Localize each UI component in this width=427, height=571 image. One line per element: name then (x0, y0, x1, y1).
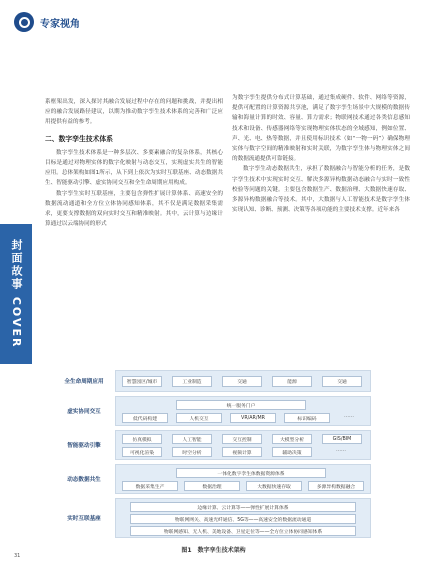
data-box: 多源异构数据融合 (308, 481, 364, 491)
data-box: 数据治理 (184, 481, 240, 491)
base-box: 边缘计算、云计算等——弹性扩展计算体系 (130, 502, 356, 512)
base-box: 物联网感知、无人机、美地设备、卫星定位等——全方位立体协同感知体系 (130, 526, 356, 536)
interaction-box: 标识编码 (284, 413, 330, 423)
paragraph: 数字孪生技术体系是一种多层次、多要素融合的复杂体系，其核心目标是通过对物理实体的数字化映射与动态交互，实现虚实共生的智能应用。总体架构如图1所示，从下到上依次为实时互联基座、动态数据共生、智能驱动引擎、虚实协同交互和全生命周期应用构成。 (45, 149, 223, 187)
interaction-box: VR/AR/MR (230, 413, 276, 423)
engine-box: 交互控制 (222, 434, 262, 444)
paragraph: 为数字孪生提供分布式计算基础，通过集成硬件、软件、网络等资源，提供可配置的计算资源共享池，满足了数字孪生场景中大规模的数据传输和海量计算的时效、容量、算力需求；物联网技术通过各类信息感知技术和设备、传感器网络等实现物理实体状态的全域感知，例如位置、声、光、电、热等数据，并且使用标识技术（如“一物一码”）确保物理实体与数字空间的精准映射和实时关联，为数字孪生体与物理实体之间的数据流通提供可靠链接。 (232, 95, 410, 163)
layer-label: 虚实协同交互 (67, 409, 101, 415)
engine-box: 时空分析 (172, 447, 212, 457)
app-box: 交通 (222, 376, 262, 387)
architecture-figure (53, 370, 371, 538)
side-banner (0, 224, 32, 364)
data-box: 数据采集生产 (122, 481, 178, 491)
layer-base (53, 498, 371, 538)
magazine-logo-icon (14, 12, 34, 32)
engine-box: 可视化渲染 (122, 447, 162, 457)
engine-box: 辅助决策 (272, 447, 312, 457)
app-box: 智慧园区/城市 (122, 376, 162, 387)
layer-interaction (53, 396, 371, 426)
engine-box: 人工智能 (172, 434, 212, 444)
layer-label: 动态数据共生 (67, 477, 101, 483)
app-box: 工业制造 (172, 376, 212, 387)
app-box: 交通 (322, 376, 362, 387)
layer-engine (53, 430, 371, 460)
interaction-box: 人机交互 (176, 413, 222, 423)
interaction-box: 低代码构建 (122, 413, 168, 423)
layer-label: 全生命周期应用 (64, 379, 104, 385)
page-number: 31 (14, 553, 21, 559)
layer-content (115, 396, 371, 426)
side-banner-text: 封面故事 COVER (10, 239, 23, 349)
section-heading: 二、数字孪生技术体系 (45, 134, 113, 143)
base-box: 物联网网关、高速光纤通信、5G等——高速安全的数据流动通道 (130, 514, 356, 524)
page-header (14, 12, 80, 32)
section-label: 专家视角 (40, 18, 80, 30)
data-box: 大数据快速存取 (246, 481, 302, 491)
engine-box: 仿真模拟 (122, 434, 162, 444)
layer-lifecycle (53, 370, 371, 392)
paragraph: 数字孪生动态数据共生，承担了数据融合与智能分析的任务，是数字孪生技术中实现实时交互、解决多源异构数据动态融合与实时一致性校验等问题的关键。主要包含数据生产、数据治理、大数据快速存取、多源异构数据融合等技术。其中，大数据与人工智能技术是数字孪生体实现认知、诊断、预测、决策等各项功能的主要技术支撑。近年来各 (232, 166, 410, 214)
paragraph: 数字孪生实时互联基座，主要包含弹性扩展计算体系、高速安全的数据流动通道和全方位立体协同感知体系，其不仅是满足数据采集需求，更要支撑数据的双向实时交互和精准映射。其中，云计算与边缘计算通过以云端协同的形式 (45, 190, 223, 228)
engine-box: 视频计算 (222, 447, 262, 457)
layer-label: 智能驱动引擎 (67, 443, 101, 449)
layer-content (115, 370, 371, 392)
layer-content (115, 498, 371, 538)
more-dots: …… (344, 413, 354, 419)
engine-box: GIS/BIM (322, 434, 362, 444)
layer-label: 实时互联基座 (67, 516, 101, 522)
layer-data (53, 464, 371, 494)
paragraph: 系框架出发，深入探讨其融合发展过程中存在的问题和挑战，并提出相应的融合发展路径建议，以期为推动数字孪生技术体系的完善和广泛应用提供有益的参考。 (45, 99, 223, 126)
layer-content (115, 430, 371, 460)
layer-content (115, 464, 371, 494)
engine-box: 大模型分析 (272, 434, 312, 444)
more-dots: …… (336, 447, 346, 453)
data-resource-box: 一体化数字孪生体数据资源体系 (176, 468, 326, 478)
figure-caption: 图1 数字孪生技术架构 (181, 547, 246, 554)
portal-box: 统一服务门户 (176, 400, 306, 410)
left-column (45, 97, 223, 229)
right-column (232, 93, 410, 215)
app-box: 能源 (272, 376, 312, 387)
